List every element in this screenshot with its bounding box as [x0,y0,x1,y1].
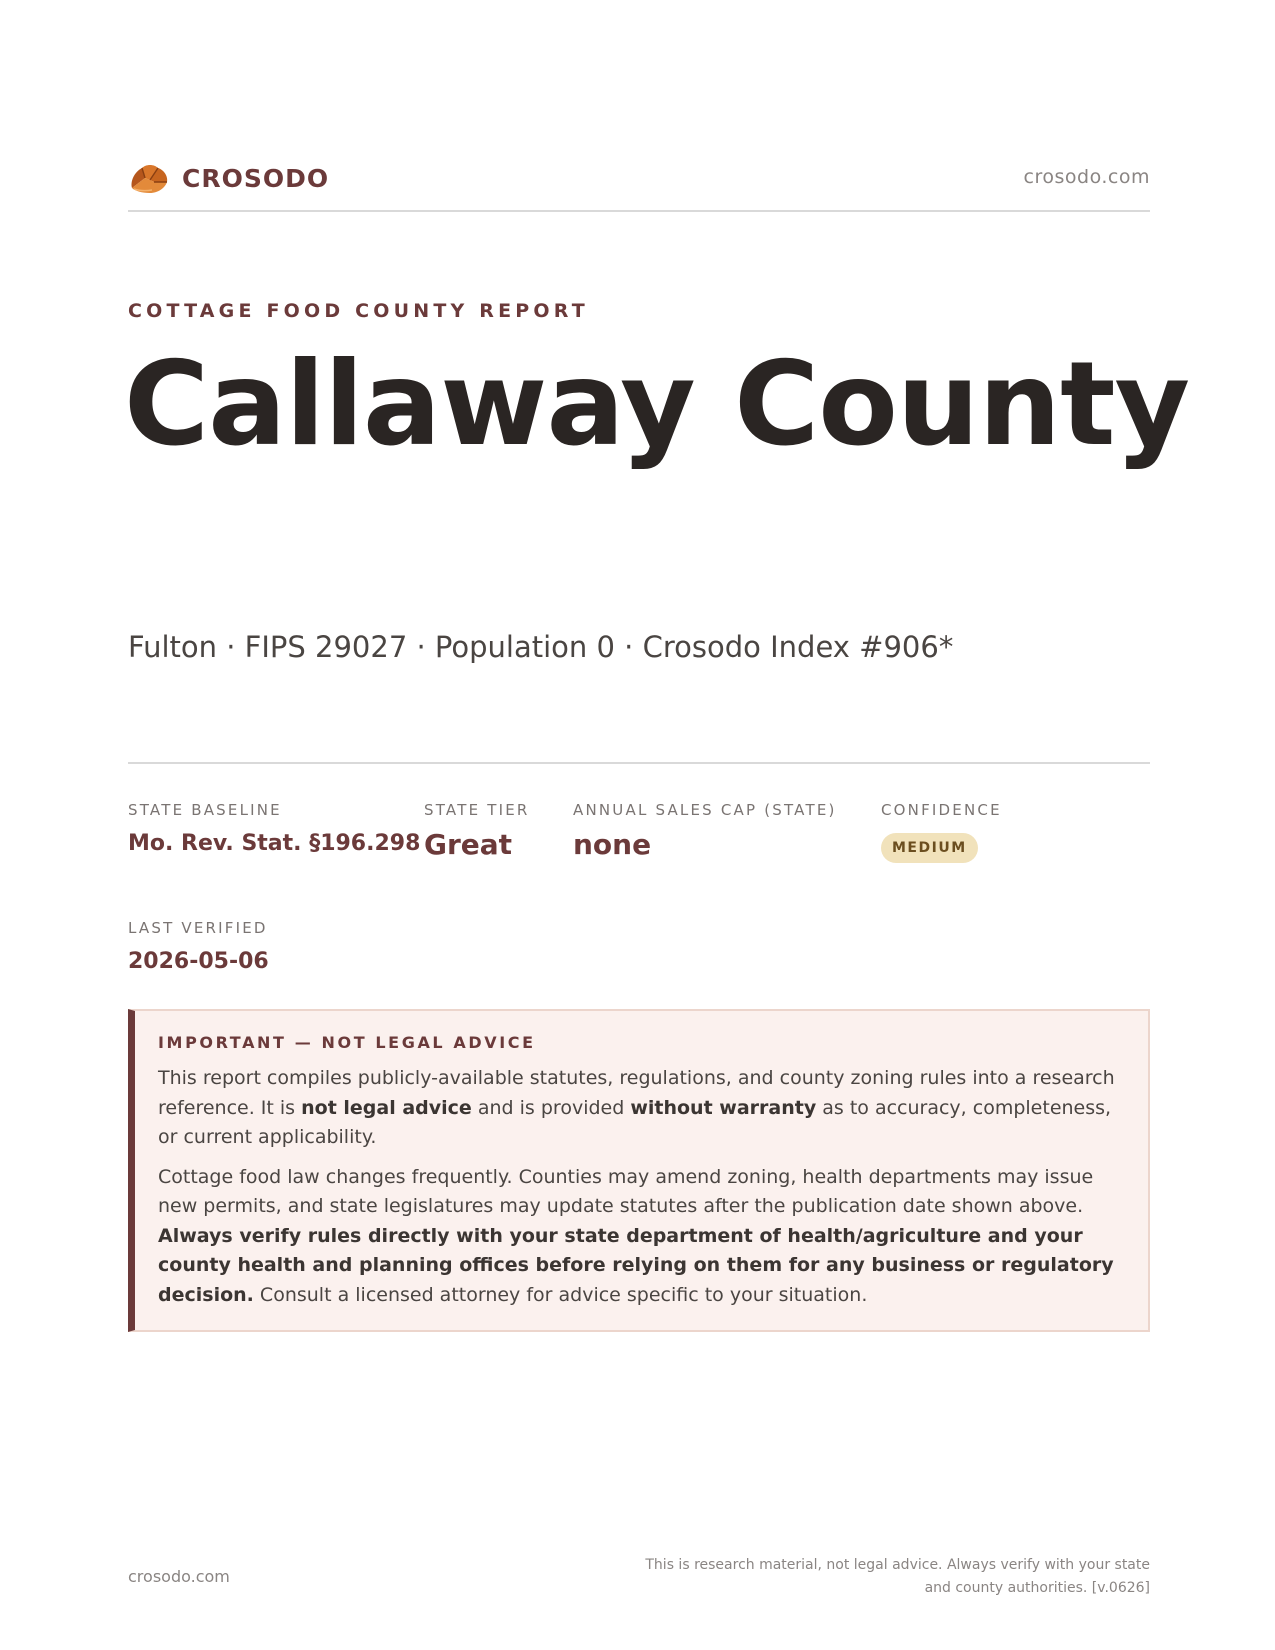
stat-state-baseline [128,801,420,856]
stat-last-verified [128,919,269,974]
page-header [128,160,1150,212]
notice-paragraph [158,1064,1122,1153]
page-title: Callaway County [124,337,1190,472]
brand [128,160,329,198]
footer-disclaimer-line: This is research material, not legal advice. Always verify with your state [645,1557,1150,1573]
stat-value: none [573,828,652,861]
notice-text: This report compiles publicly-available statutes, regulations, and county zoning rules into a research reference. It is [158,1067,1115,1119]
notice-paragraph [158,1163,1122,1311]
notice-text: and is provided [471,1096,631,1119]
notice-title: IMPORTANT — NOT LEGAL ADVICE [158,1033,536,1052]
notice-text: as to accuracy, completeness, or current applicability. [158,1096,1112,1148]
notice-emphasis: not legal advice [301,1096,472,1119]
stat-label: ANNUAL SALES CAP (STATE) [573,801,837,819]
report-eyebrow: COTTAGE FOOD COUNTY REPORT [128,300,589,322]
divider [128,762,1150,764]
footer-site-link[interactable]: crosodo.com [128,1567,230,1586]
footer-disclaimer [630,1554,1150,1600]
notice-emphasis: without warranty [630,1096,817,1119]
notice-text: Consult a licensed attorney for advice specific to your situation. [253,1283,868,1306]
croissant-icon [128,160,170,198]
stat-sales-cap [573,801,837,861]
stat-label: STATE TIER [424,801,530,819]
stat-value: Great [424,828,513,861]
stat-value: 2026-05-06 [128,949,269,974]
stat-label: STATE BASELINE [128,801,282,819]
confidence-badge: MEDIUM [881,833,978,863]
brand-name: CROSODO [182,164,330,193]
county-subtitle: Fulton · FIPS 29027 · Population 0 · Crosodo Index #906* [128,630,954,664]
footer-disclaimer-line: and county authorities. [v.0626] [924,1580,1150,1596]
stat-state-tier [424,801,530,861]
stat-value: Mo. Rev. Stat. §196.298 [128,831,421,856]
notice-text: Cottage food law changes frequently. Counties may amend zoning, health departments may issue new permits, and state legislatures may update statutes after the publication date shown above. [158,1165,1094,1217]
stat-label: CONFIDENCE [881,801,1002,819]
stat-confidence [881,801,1002,863]
header-site-link[interactable]: crosodo.com [1023,166,1150,188]
notice-emphasis: Always verify rules directly with your state department of health/agriculture and your county health and planning offices before relying on them for any business or regulatory decision. [158,1224,1114,1306]
stat-label: LAST VERIFIED [128,919,268,937]
legal-notice [128,1009,1150,1332]
